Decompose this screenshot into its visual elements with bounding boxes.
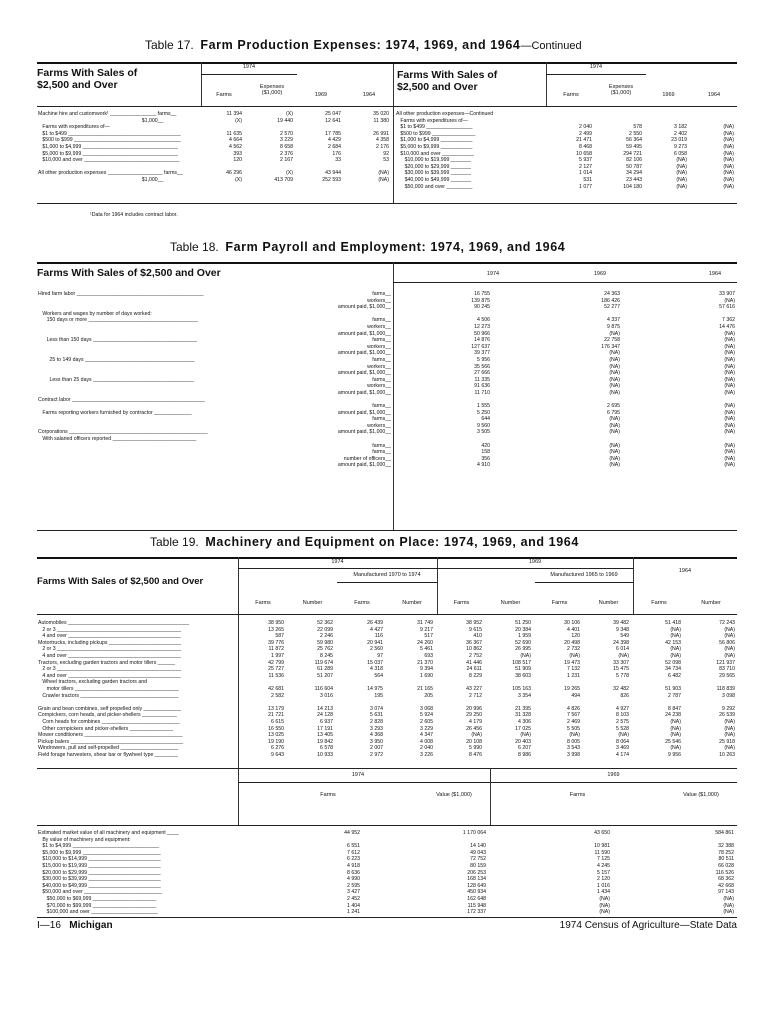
table18-hdr-1969: 1969 <box>593 271 607 277</box>
table17-left-col-farms: 11 394 (X) 11 635 4 664 4 562 393 120 46 296 (X) <box>226 111 242 183</box>
table17-left-hdr-1969: 1969 <box>314 92 328 98</box>
table19-b-hdr-farms-1974: Farms <box>320 792 336 798</box>
table17-right-row-labels: All other production expenses—Continued Farms with expenditures of— $1 to $499 ________________ $500 to $999 _______________ $1,000 to $4,999 ___________ $5,000 to $9,999 ___________ $10,000 and over ___________ $10,000 to $19,999 _______ $20,000 to $29,999 _______ $30,000 to $39,999 _______ $40,000 to $49,999 _______ $50,000 and over _________ <box>396 111 494 190</box>
table19-col-1964-farms: 51 418 (NA) (NA) 42 153 (NA) (NA) 52 098 34 734 6 482 51 903 2 787 8 847 24 238 (NA) (NA) (NA) 25 546 (NA) 9 956 <box>665 620 681 758</box>
table17-title <box>145 38 582 52</box>
table17-footnote: ¹Data for 1964 includes contract labor. <box>90 212 178 218</box>
table19-hdr-number-5: Number <box>701 600 721 606</box>
table19-stub-divider <box>238 557 239 825</box>
table19-b-col-1974-value: 1 170 064 14 140 49 043 72 752 80 159 206 253 168 134 128 649 450 934 162 648 115 948 172 337 <box>462 830 486 916</box>
table17-left-col-1969: 25 047 12 641 17 785 4 429 2 684 176 33 43 944 252 593 <box>322 111 341 183</box>
table19-hdr-rule-1 <box>238 568 633 569</box>
table17-right-hdr-expenses: Expenses ($1,000) <box>608 84 634 96</box>
table19-hdr-bottom-rule <box>37 614 737 615</box>
table18-stub-divider <box>393 262 394 530</box>
table19-section-rule <box>37 768 737 769</box>
table19-hdr-number-4: Number <box>598 600 619 606</box>
table19-title-main: Machinery and Equipment on Place: 1974, 1969, and 1964 <box>205 535 579 549</box>
table19-machinery-row-labels: Automobiles __________________________________________ 2 or 3 ___________________________________________ 4 and over _______________________________________ Motortrucks, including pickups _________________________ 2 or 3 ___________________________________________ 4 and over _______________________________________ Tractors, excluding garden tractors and motor tillers ______ 2 or 3 ___________________________________________ 4 and over _______________________________________ Wheel tractors, excluding garden tractors and motor tillers ____________________________________ Crawler tractors __________________________________ Grain and bean combines, self propelled only _____________ Cornpickers, corn heads, and picker-shellers ____________ Corn heads for combines ___________________________ Other cornpickers and picker-shellers _______________ Mower conditioners __________________________________ Pickup balers _______________________________________ Windrowers, pull and self-propelled ____________________ Field forage harvesters, shear bar or flywheel type ________ <box>38 620 190 758</box>
table19-hdr-farms-2: Farms <box>354 600 370 606</box>
table18-hdr-1974: 1974 <box>486 271 500 277</box>
table18-col-1969: 24 363 186 426 52 277 4 337 9 875 (NA) 22 758 176 347 (NA) (NA) (NA) (NA) (NA) (NA) (NA) 2 695 6 795 (NA) (NA) (NA) (NA) (NA) (NA) (NA) <box>601 291 620 469</box>
table17-left-stub-heading: Farms With Sales of $2,500 and Over <box>37 67 138 91</box>
table17-right-stub-heading: Farms With Sales of $2,500 and Over <box>397 69 498 93</box>
table19-col-1969-number: 51 250 20 384 1 959 52 690 26 995 (NA) 108 517 51 909 38 603 105 163 3 354 21 395 31 328 4 306 17 025 (NA) 20 403 6 207 8 986 <box>512 620 531 758</box>
table18-title-main: Farm Payroll and Employment: 1974, 1969, and 1964 <box>225 240 566 254</box>
table17-right-col-1969: 3 182 2 402 23 019 9 273 6 058 (NA) (NA) (NA) (NA) (NA) <box>671 124 687 190</box>
table17-right-bottom-rule <box>393 203 737 204</box>
table19-hdr-number-3: Number <box>500 600 521 606</box>
table18-hdr-bottom-rule <box>393 282 737 283</box>
table19-hdr-farms-3: Farms <box>453 600 470 606</box>
table19-bottom-rule <box>37 917 737 918</box>
table17-left-hdr-rule <box>201 74 297 75</box>
table18-stub-heading: Farms With Sales of $2,500 and Over <box>37 267 221 279</box>
table19-b-hdr-farms-1969: Farms <box>569 792 586 798</box>
table17-title-continued: —Continued <box>520 40 582 52</box>
table19-hdr-farms-1: Farms <box>255 600 271 606</box>
table19-col-1969-mfg-number: 39 482 9 348 549 24 398 6 014 (NA) 33 307 15 475 5 778 32 482 826 4 927 8 103 2 575 5 528 (NA) 8 064 3 469 4 174 <box>613 620 629 758</box>
page-number: I—16 <box>37 920 61 931</box>
table19-col-1964-number: 72 243 (NA) (NA) 56 806 (NA) (NA) 121 937 83 710 29 565 118 839 3 098 9 292 26 539 (NA) (NA) (NA) 25 918 (NA) 10 263 <box>716 620 735 758</box>
table17-title-prefix: Table 17. <box>145 38 194 52</box>
table19-col-1974-farms: 38 950 13 265 587 39 776 11 872 1 997 42 799 25 727 11 536 42 681 2 582 13 179 21 721 6 615 16 550 13 025 19 190 6 276 9 643 <box>268 620 284 758</box>
table19-stub-heading: Farms With Sales of $2,500 and Over <box>37 576 204 587</box>
table18-title-prefix: Table 18. <box>170 240 219 254</box>
table19-hdr-rule-2b <box>535 582 633 583</box>
table18-title <box>170 240 565 254</box>
table17-left-col-expenses: (X) 19 440 2 570 3 229 8 658 2 376 2 167 (X) 413 709 <box>274 111 293 183</box>
table17-title-main: Farm Production Expenses: 1974, 1969, and 1964 <box>200 38 521 52</box>
page-footer-right: 1974 Census of Agriculture—State Data <box>559 920 737 931</box>
page-footer-left <box>37 920 113 931</box>
table19-title-prefix: Table 19. <box>150 535 199 549</box>
table19-hdr-1964: 1964 <box>678 568 692 574</box>
table19-hdr-farms-5: Farms <box>651 600 667 606</box>
table19-b-hdr-value-1974: Value ($1,000) <box>436 792 472 798</box>
table19-b-hdr-1974: 1974 <box>351 772 365 778</box>
table19-col-1969-mfg-farms: 30 106 4 401 120 20 498 2 732 (NA) 19 473 7 132 1 231 19 265 494 4 826 7 567 2 469 5 505 (NA) 8 005 3 543 3 998 <box>564 620 580 758</box>
table19-col-1974-mfg-number: 31 749 9 217 517 24 260 5 461 693 21 370 9 394 1 690 21 165 205 3 068 5 924 2 605 3 229 4 347 4 008 2 040 3 226 <box>417 620 433 758</box>
table18-row-labels: Hired farm labor ____________________________________________ Workers and wages by number of days worked: 150 days or more ______________________________________ Less than 150 days ____________________________________ 25 to 149 days ______________________________________ Less than 25 days ___________________________________ Contract labor ______________________________________________ Farms reporting workers furnished by contractor _____________ Corporations ________________________________________________ With salaried officers reported _____________________________ <box>38 291 208 443</box>
table17-right-hdr-1974: 1974 <box>589 64 603 70</box>
table17-right-col-expenses: 578 2 550 56 364 59 495 294 721 82 106 50 787 34 294 23 443 104 180 <box>623 124 642 190</box>
table18-hdr-1964: 1964 <box>708 271 722 277</box>
table19-b-hdr-value-1969: Value ($1,000) <box>683 792 719 798</box>
table17-left-hdr-bottom-rule <box>37 106 393 107</box>
table19-b-hdr-rule <box>238 782 737 783</box>
table19-hdr-mfg-1970-1974: Manufactured 1970 to 1974 <box>353 572 421 578</box>
table17-right-hdr-1969: 1969 <box>662 92 675 98</box>
table17-left-hdr-expenses: Expenses ($1,000) <box>259 84 285 96</box>
table17-right-hdr-bottom-rule <box>393 106 737 107</box>
table19-value-row-labels: Estimated market value of all machinery and equipment ____ By value of machinery and equipment: $1 to $4,999 ______________________________ $5,000 to $9,999 ___________________________ $10,000 to $14,999 _________________________ $15,000 to $19,999 _________________________ $20,000 to $29,999 _________________________ $30,000 to $39,999 _________________________ $40,000 to $49,999 _________________________ $50,000 and over ___________________________ $50,000 to $69,999 ______________________ $70,000 to $99,999 ______________________ $100,000 and over _______________________ <box>38 830 179 916</box>
table17-right-col-1964: (NA) (NA) (NA) (NA) (NA) (NA) (NA) (NA) (NA) (NA) <box>723 124 734 190</box>
table19-hdr-number-2: Number <box>402 600 422 606</box>
table17-left-hdr-farms: Farms <box>216 92 232 98</box>
table19-hdr-rule-2a <box>337 582 437 583</box>
table19-b-hdr-bottom-rule <box>37 825 737 826</box>
table17-right-hdr-rule <box>546 74 646 75</box>
table19-hdr-1974: 1974 <box>331 559 344 565</box>
table19-col-1974-mfg-farms: 26 439 4 427 116 20 941 2 560 97 15 037 4 318 564 14 975 195 3 074 5 631 2 828 3 293 4 368 3 950 2 007 2 972 <box>367 620 383 758</box>
table19-hdr-mfg-1965-1969: Manufactured 1965 to 1969 <box>550 572 618 578</box>
table19-b-col-1969-value: 584 861 32 388 78 252 80 511 66 028 116 526 68 362 42 668 97 143 (NA) (NA) (NA) <box>715 830 734 916</box>
table19-hdr-1969: 1969 <box>528 559 542 565</box>
table17-right-hdr-farms: Farms <box>563 92 579 98</box>
table19-hdr-farms-4: Farms <box>551 600 568 606</box>
table19-title <box>150 535 579 549</box>
table18-top-rule <box>37 262 737 264</box>
table17-left-bottom-rule <box>37 203 393 204</box>
table17-right-hdr-1964: 1964 <box>707 92 721 98</box>
table19-b-col-1969-farms: 43 650 10 981 11 590 7 125 4 245 5 157 2 120 1 016 1 434 (NA) (NA) (NA) <box>594 830 610 916</box>
table19-hdr-number-1: Number <box>302 600 323 606</box>
table19-col-1969-farms: 38 952 9 615 410 36 367 10 862 2 752 41 446 24 611 8 229 43 227 2 712 20 996 29 250 4 179 26 456 (NA) 20 108 5 990 8 476 <box>466 620 482 758</box>
table17-left-col-1964: 35 020 11 380 26 991 4 358 2 176 92 53 (NA) (NA) <box>373 111 389 183</box>
table17-left-row-labels: Machine hire and customwork¹ ________________ farms__ $1,000__ Farms with expenditures of— $1 to $499 _______________________________________ $500 to $999 _____________________________________ $1,000 to $4,999 _________________________________ $5,000 to $9,999 _________________________________ $10,000 and over _________________________________ All other production expenses ___________________ farms__ $1,000__ <box>38 111 183 183</box>
table18-bottom-rule <box>37 530 737 531</box>
state-name: Michigan <box>69 920 113 931</box>
table19-col-1974-number: 52 362 22 099 2 246 59 980 25 762 8 245 119 674 61 289 51 207 116 604 3 016 14 213 24 128 6 937 17 191 13 405 19 842 6 578 10 933 <box>314 620 333 758</box>
table17-left-hdr-1964: 1964 <box>362 92 376 98</box>
table18-col-1964: 33 907 (NA) 57 616 7 362 14 476 (NA) (NA) (NA) (NA) (NA) (NA) (NA) (NA) (NA) (NA) (NA) (NA) (NA) (NA) (NA) (NA) (NA) (NA) (NA) <box>719 291 735 469</box>
table17-center-divider <box>393 62 394 203</box>
table18-col-1974: 16 755 139 875 90 245 4 506 12 273 50 966 14 876 127 637 39 377 5 956 35 566 27 666 11 335 91 636 11 710 1 555 5 250 644 9 560 3 505 420 158 356 4 910 <box>471 291 490 469</box>
table19-b-col-1974-farms: 44 952 6 551 7 612 6 223 4 918 8 636 4 990 2 595 3 427 2 452 1 404 1 241 <box>344 830 360 916</box>
table17-right-col-farms: 2 040 2 499 21 471 8 468 10 658 5 937 2 127 1 014 531 1 077 <box>576 124 592 190</box>
table19-b-hdr-1969: 1969 <box>607 772 620 778</box>
table17-left-hdr-1974: 1974 <box>242 64 256 70</box>
table18-row-units: farms__ workers__ amount paid, $1,000__ farms__ workers__ amount paid, $1,000__ farms__ workers__ amount paid, $1,000__ farms__ workers__ amount paid, $1,000__ farms__ workers__ amount paid, $1,000__ farms__ amount paid, $1,000__ farms__ workers__ amount paid, $1,000__ farms__ farms__ number of officers__ amount paid, $1,000__ <box>337 291 391 469</box>
